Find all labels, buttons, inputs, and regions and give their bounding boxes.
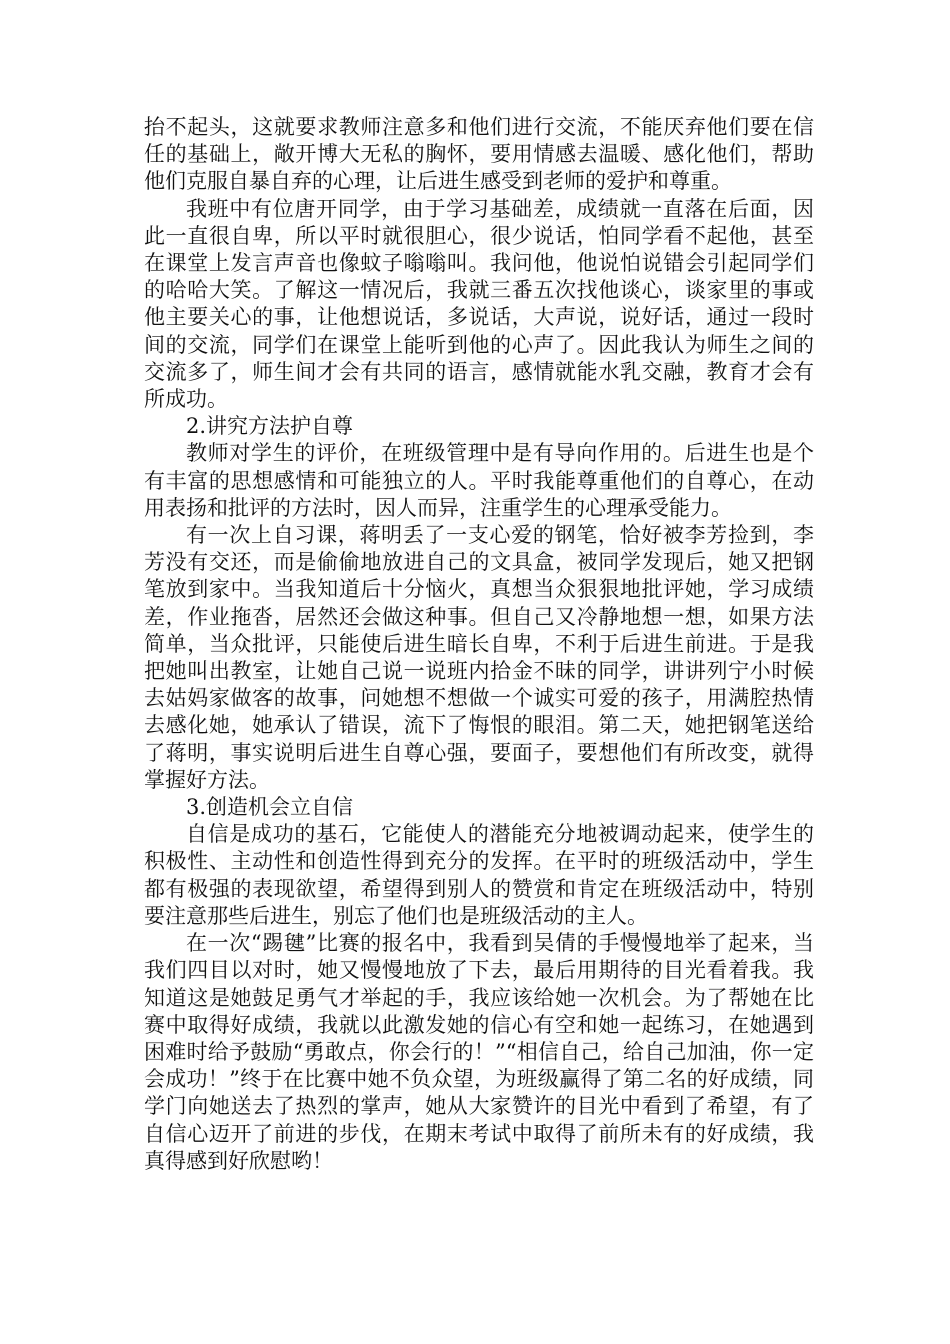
section-heading-confidence: 3.创造机会立自信 [186,795,354,820]
paragraph-confidence-foundation: 自信是成功的基石，它能使人的潜能充分地被调动起来，使学生的积极性、主动性和创造性得到充分的发挥。在平时的班级活动中，学生都有极强的表现欲望，希望得到别人的赞赏和肯定在班级活动中，特别要注意那些后进生，别忘了他们也是班级活动的主人。 [144,822,814,928]
section-heading-respect: 2.讲究方法护自尊 [186,414,354,439]
paragraph-li-fang-story: 有一次上自习课，蒋明丢了一支心爱的钢笔，恰好被李芳捡到，李芳没有交还，而是偷偷地放进自己的文具盒，被同学发现后，她又把钢笔放到家中。当我知道后十分恼火，真想当众狠狠地批评她，学习成绩差，作业拖沓，居然还会做这种事。但自己又冷静地想一想，如果方法简单，当众批评，只能使后进生暗长自卑，不利于后进生前进。于是我把她叫出教室，让她自己说一说班内拾金不昧的同学，讲讲列宁小时候去姑妈家做客的故事，问她想不想做一个诚实可爱的孩子，用满腔热情去感化她，她承认了错误，流下了悔恨的眼泪。第二天，她把钢笔送给了蒋明，事实说明后进生自尊心强，要面子，要想他们有所改变，就得掌握好方法。 [144,523,814,792]
paragraph-intro-continuation: 抬不起头，这就要求教师注意多和他们进行交流，不能厌弃他们要在信任的基础上，敞开博大无私的胸怀，要用情感去温暖、感化他们，帮助他们克服自暴自弃的心理，让后进生感受到老师的爱护和尊重。 [144,115,814,194]
paragraph-wu-qian-story: 在一次“踢毽”比赛的报名中，我看到吴倩的手慢慢地举了起来，当我们四目以对时，她又慢慢地放了下去，最后用期待的目光看着我。我知道这是她鼓足勇气才举起的手，我应该给她一次机会。为了帮她在比赛中取得好成绩，我就以此激发她的信心有空和她一起练习，在她遇到困难时给予鼓励“勇敢点，你会行的！”“相信自己，给自己加油，你一定会成功！”终于在比赛中她不负众望，为班级赢得了第二名的好成绩，同学门向她送去了热烈的掌声，她从大家赞许的目光中看到了希望，有了自信心迈开了前进的步伐，在期末考试中取得了前所未有的好成绩，我真得感到好欣慰哟！ [144,931,814,1173]
paragraph-tang-kai-story: 我班中有位唐开同学，由于学习基础差，成绩就一直落在后面，因此一直很自卑，所以平时就很胆心，很少说话，怕同学看不起他，甚至在课堂上发言声音也像蚊子嗡嗡叫。我问他，他说怕说错会引起同学们的哈哈大笑。了解这一情况后，我就三番五次找他谈心，谈家里的事或他主要关心的事，让他想说话，多说话，大声说，说好话，通过一段时间的交流，同学们在课堂上能听到他的心声了。因此我认为师生之间的交流多了，师生间才会有共同的语言，感情就能水乳交融，教育才会有所成功。 [144,196,814,412]
paragraph-teacher-evaluation: 教师对学生的评价，在班级管理中是有导向作用的。后进生也是个有丰富的思想感情和可能独立的人。平时我能尊重他们的自尊心，在动用表扬和批评的方法时，因人而异，注重学生的心理承受能力。 [144,441,814,520]
document-page [144,114,814,1175]
